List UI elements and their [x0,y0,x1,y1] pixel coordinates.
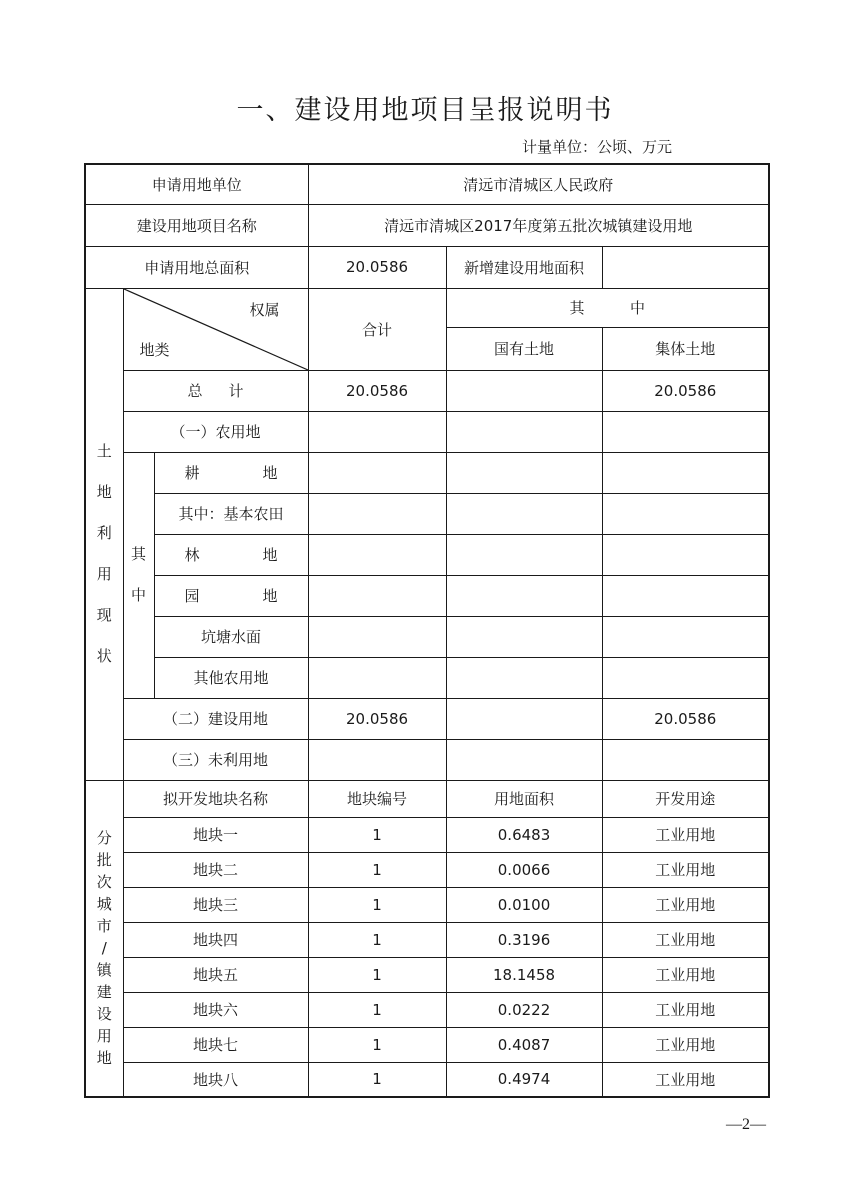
land-type-label: 地类 [139,340,170,359]
sub-group-char: 中 [130,586,146,604]
row-agricultural-label: （一）农用地 [123,411,308,452]
row-garden-sum [308,575,446,616]
col-state-header: 国有土地 [446,327,602,370]
applicant-row [85,164,769,204]
col-parcel-use-header: 开发用途 [602,780,769,817]
batch-header-row [85,780,769,817]
of-which-char: 中 [630,299,646,318]
land-use-header-row-1 [85,288,769,327]
parcel-name: 地块八 [123,1062,308,1097]
col-of-which-header [446,288,769,327]
row-total-label [123,370,308,411]
parcel-area: 18.1458 [446,957,602,992]
row-forest-state [446,534,602,575]
parcel-use: 工业用地 [602,1062,769,1097]
row-basic-farmland-sum [308,493,446,534]
parcel-number: 1 [308,852,446,887]
land-use-section-label [85,288,123,780]
of-which-char: 其 [569,299,585,318]
row-other-agri-state [446,657,602,698]
row-unused-label: （三）未利用地 [123,739,308,780]
parcel-area: 0.0066 [446,852,602,887]
row-total [85,370,769,411]
row-garden-state [446,575,602,616]
row-total-state [446,370,602,411]
row-unused [85,739,769,780]
parcel-area: 0.0222 [446,992,602,1027]
col-parcel-number-header: 地块编号 [308,780,446,817]
parcel-number: 1 [308,922,446,957]
section-char: 状 [96,647,112,665]
project-name-row [85,204,769,246]
section-char: 地 [96,483,112,501]
section-char: 分 [96,829,112,848]
section-char: 市 [96,917,112,936]
parcel-number: 1 [308,887,446,922]
parcel-row [85,1027,769,1062]
parcel-area: 0.4087 [446,1027,602,1062]
parcel-name: 地块四 [123,922,308,957]
parcel-row [85,992,769,1027]
row-agricultural-state [446,411,602,452]
parcel-area: 0.3196 [446,922,602,957]
section-char: 次 [96,873,112,892]
section-char: 城 [96,895,112,914]
applicant-label: 申请用地单位 [85,164,308,204]
row-other-agri-sum [308,657,446,698]
row-agricultural [85,411,769,452]
row-basic-farmland [85,493,769,534]
parcel-number: 1 [308,992,446,1027]
row-pond [85,616,769,657]
section-char: 镇 [96,961,112,980]
parcel-row [85,817,769,852]
row-cultivated-collective [602,452,769,493]
row-basic-farmland-collective [602,493,769,534]
new-construction-area-value [602,246,769,288]
section-char: 地 [96,1049,112,1068]
row-other-agri-label: 其他农用地 [154,657,308,698]
row-construction-collective: 20.0586 [602,698,769,739]
land-application-form [84,163,770,1098]
batch-section-label [85,780,123,1097]
parcel-number: 1 [308,957,446,992]
row-unused-collective [602,739,769,780]
ownership-label: 权属 [249,300,280,319]
row-pond-label: 坑塘水面 [154,616,308,657]
col-parcel-area-header: 用地面积 [446,780,602,817]
new-construction-area-label: 新增建设用地面积 [446,246,602,288]
row-construction-sum: 20.0586 [308,698,446,739]
row-unused-state [446,739,602,780]
sub-group-label [123,452,154,698]
measurement-unit: 计量单位：公顷、万元 [522,138,673,156]
parcel-use: 工业用地 [602,852,769,887]
parcel-use: 工业用地 [602,992,769,1027]
section-char: 建 [96,983,112,1002]
row-cultivated-sum [308,452,446,493]
document-title: 一、建设用地项目呈报说明书 [236,95,614,126]
parcel-area: 0.0100 [446,887,602,922]
col-parcel-name-header: 拟开发地块名称 [123,780,308,817]
row-agricultural-collective [602,411,769,452]
row-construction-state [446,698,602,739]
project-name-label: 建设用地项目名称 [85,204,308,246]
parcel-row [85,957,769,992]
row-unused-sum [308,739,446,780]
section-char: 用 [96,565,112,583]
total-area-label: 申请用地总面积 [85,246,308,288]
page-number: —2— [726,1116,766,1133]
project-name-value: 清远市清城区2017年度第五批次城镇建设用地 [308,204,769,246]
parcel-name: 地块七 [123,1027,308,1062]
parcel-use: 工业用地 [602,887,769,922]
row-cultivated-label [154,452,308,493]
row-basic-farmland-state [446,493,602,534]
row-pond-collective [602,616,769,657]
section-char: 利 [96,524,112,542]
section-char: 现 [96,606,112,624]
parcel-number: 1 [308,1027,446,1062]
label-char: 林 [184,546,200,564]
label-char: 地 [262,587,278,605]
row-forest-sum [308,534,446,575]
parcel-use: 工业用地 [602,957,769,992]
row-forest-label [154,534,308,575]
parcel-row [85,852,769,887]
sub-group-char: 其 [130,545,146,563]
section-char: / [101,939,107,958]
row-garden-collective [602,575,769,616]
parcel-name: 地块五 [123,957,308,992]
row-construction [85,698,769,739]
row-cultivated-state [446,452,602,493]
row-forest [85,534,769,575]
row-basic-farmland-label: 其中：基本农田 [154,493,308,534]
parcel-name: 地块六 [123,992,308,1027]
total-area-value: 20.0586 [308,246,446,288]
parcel-use: 工业用地 [602,922,769,957]
parcel-number: 1 [308,1062,446,1097]
parcel-row [85,1062,769,1097]
label-char: 计 [228,382,244,400]
applicant-value: 清远市清城区人民政府 [308,164,769,204]
diagonal-header-cell [123,288,308,370]
total-area-row [85,246,769,288]
parcel-area: 0.4974 [446,1062,602,1097]
row-other-agri-collective [602,657,769,698]
row-forest-collective [602,534,769,575]
row-construction-label: （二）建设用地 [123,698,308,739]
parcel-row [85,887,769,922]
row-pond-sum [308,616,446,657]
row-other-agri [85,657,769,698]
parcel-row [85,922,769,957]
row-agricultural-sum [308,411,446,452]
row-garden [85,575,769,616]
row-total-collective: 20.0586 [602,370,769,411]
col-collective-header: 集体土地 [602,327,769,370]
label-char: 总 [187,382,203,400]
section-char: 批 [96,851,112,870]
parcel-use: 工业用地 [602,1027,769,1062]
label-char: 耕 [184,464,200,482]
parcel-name: 地块一 [123,817,308,852]
section-char: 设 [96,1005,112,1024]
parcel-use: 工业用地 [602,817,769,852]
parcel-number: 1 [308,817,446,852]
row-total-sum: 20.0586 [308,370,446,411]
parcel-name: 地块三 [123,887,308,922]
section-char: 用 [96,1027,112,1046]
label-char: 地 [262,464,278,482]
label-char: 园 [184,587,200,605]
col-total-header: 合计 [308,288,446,370]
row-pond-state [446,616,602,657]
row-garden-label [154,575,308,616]
label-char: 地 [262,546,278,564]
row-cultivated [85,452,769,493]
section-char: 土 [96,442,112,460]
parcel-name: 地块二 [123,852,308,887]
parcel-area: 0.6483 [446,817,602,852]
